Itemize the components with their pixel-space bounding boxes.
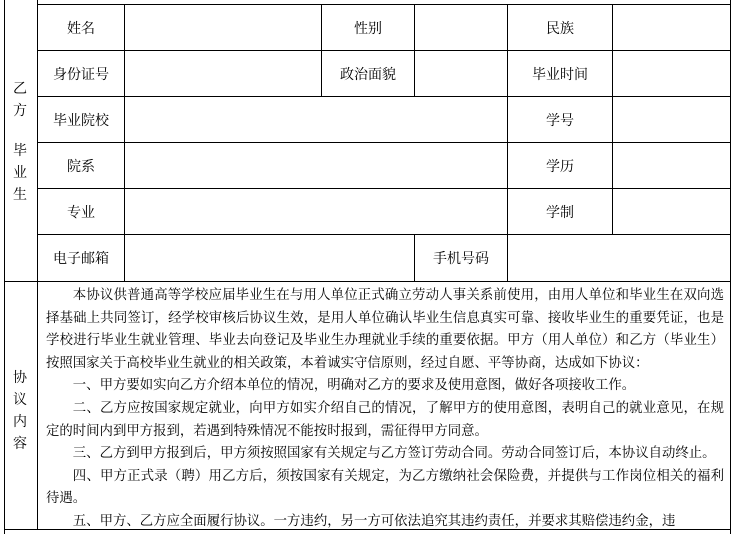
gender-field[interactable] <box>415 5 507 50</box>
school-field[interactable] <box>125 97 507 142</box>
label-student-id: 学号 <box>546 112 574 129</box>
student-id-field[interactable] <box>613 97 730 142</box>
graduation-time-field[interactable] <box>613 51 730 96</box>
label-ethnicity: 民族 <box>546 20 574 37</box>
department-field[interactable] <box>125 143 507 188</box>
label-political-status: 政治面貌 <box>340 66 396 83</box>
label-education: 学历 <box>546 158 574 175</box>
political-status-field[interactable] <box>415 51 507 96</box>
label-gender: 性别 <box>354 20 382 37</box>
border-right <box>730 0 731 534</box>
label-major: 专业 <box>67 204 95 221</box>
agreement-label-text: 协议内容 <box>13 370 27 452</box>
education-field[interactable] <box>613 143 730 188</box>
id-number-field[interactable] <box>125 51 321 96</box>
section-b-label-party: 乙方 <box>13 81 27 119</box>
section-b-label-graduate: 毕业生 <box>13 143 27 203</box>
agreement-clause-4: 四、甲方正式录（聘）用乙方后，须按国家有关规定，为乙方缴纳社会保险费，并提供与工作岗位相关的福利待遇。 <box>46 468 724 507</box>
label-duration: 学制 <box>546 204 574 221</box>
label-graduation-time: 毕业时间 <box>532 66 588 83</box>
label-name: 姓名 <box>67 20 95 37</box>
phone-field[interactable] <box>508 235 730 281</box>
agreement-text <box>46 285 724 534</box>
name-field[interactable] <box>125 5 321 50</box>
label-email: 电子邮箱 <box>53 251 109 267</box>
section-b-label <box>10 78 30 206</box>
email-field[interactable] <box>125 235 414 281</box>
border-left <box>4 0 5 534</box>
label-id-number: 身份证号 <box>53 66 109 83</box>
ethnicity-field[interactable] <box>613 5 730 50</box>
agreement-label <box>10 367 30 455</box>
agreement-intro: 本协议供普通高等学校应届毕业生在与用人单位正式确立劳动人事关系前使用，由用人单位和毕业生在双向选择基础上共同签订，经学校审核后协议生效，是用人单位确认毕业生信息真实可靠、接收毕业生的重要凭证，也是学校进行毕业生就业管理、毕业去向登记及毕业生办理就业手续的重要依据。甲方（用人单位）和乙方（毕业生）按照国家关于高校毕业生就业的相关政策，本着诚实守信原则，经过自愿、平等协商，达成如下协议： <box>46 288 724 371</box>
agreement-clause-5: 五、甲方、乙方应全面履行协议。一方违约，另一方可依法追究其违约责任，并要求其赔偿违约金，违 <box>72 513 676 529</box>
label-school: 毕业院校 <box>53 112 109 129</box>
agreement-clause-3: 三、乙方到甲方报到后，甲方须按照国家有关规定与乙方签订劳动合同。劳动合同签订后，本协议自动终止。 <box>72 446 716 462</box>
major-field[interactable] <box>125 189 507 234</box>
agreement-clause-2: 二、乙方应按国家规定就业，向甲方如实介绍自己的情况，了解甲方的使用意图，表明自己的就业意见，在规定的时间内到甲方报到，若遇到特殊情况不能按时报到，需征得甲方同意。 <box>46 400 724 439</box>
duration-field[interactable] <box>613 189 730 234</box>
label-department: 院系 <box>67 158 95 175</box>
agreement-clause-1: 一、甲方要如实向乙方介绍本单位的情况，明确对乙方的要求及使用意图，做好各项接收工作。 <box>72 378 636 394</box>
label-phone: 手机号码 <box>433 251 489 267</box>
